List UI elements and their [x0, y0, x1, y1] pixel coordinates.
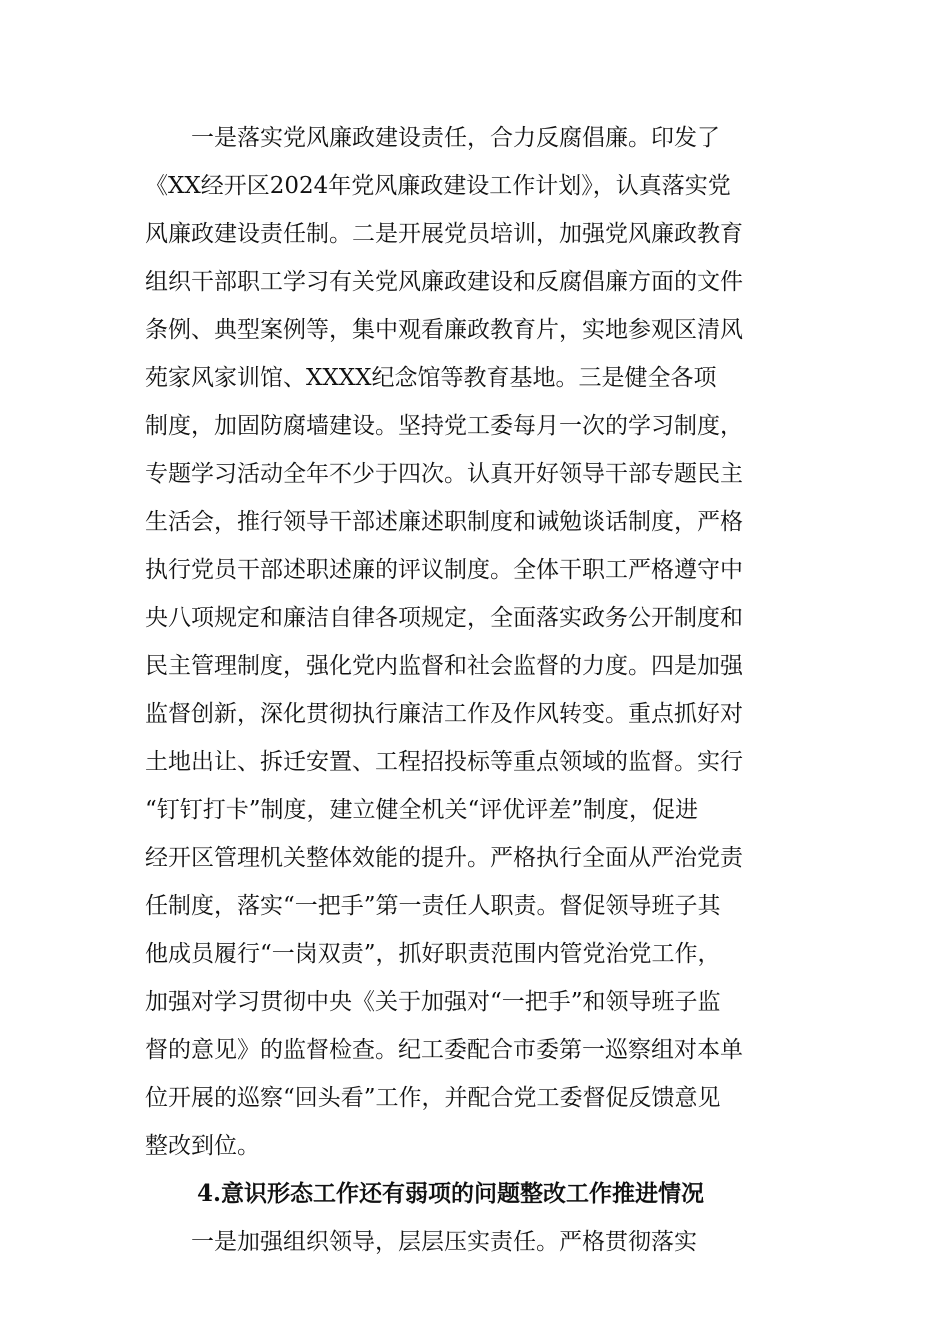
paragraph-line: 制度，加固防腐墙建设。坚持党工委每月一次的学习制度， — [145, 413, 743, 439]
section-heading: 4.意识形态工作还有弱项的问题整改工作推进情况 — [197, 1180, 705, 1207]
paragraph-line: 《XX经开区2024年党风廉政建设工作计划》，认真落实党 — [145, 173, 731, 199]
paragraph-line: 专题学习活动全年不少于四次。认真开好领导干部专题民主 — [145, 461, 743, 487]
paragraph-line: 任制度，落实“一把手”第一责任人职责。督促领导班子其 — [145, 893, 721, 919]
paragraph-line: 执行党员干部述职述廉的评议制度。全体干职工严格遵守中 — [145, 557, 743, 583]
paragraph-line: 经开区管理机关整体效能的提升。严格执行全面从严治党责 — [145, 845, 743, 871]
document-body — [145, 114, 807, 1266]
paragraph-line: 位开展的巡察“回头看”工作，并配合党工委督促反馈意见 — [145, 1085, 721, 1111]
paragraph-line: 苑家风家训馆、XXXX纪念馆等教育基地。三是健全各项 — [145, 365, 717, 391]
paragraph-line: 他成员履行“一岗双责”，抓好职责范围内管党治党工作， — [145, 941, 721, 967]
paragraph-line: 整改到位。 — [145, 1133, 260, 1159]
paragraph-line: 督的意见》的监督检查。纪工委配合市委第一巡察组对本单 — [145, 1037, 743, 1063]
paragraph-line: 条例、典型案例等，集中观看廉政教育片，实地参观区清风 — [145, 317, 743, 343]
paragraph-line: 一是加强组织领导，层层压实责任。严格贯彻落实 — [191, 1229, 697, 1255]
paragraph-line: “钉钉打卡”制度，建立健全机关“评优评差”制度，促进 — [145, 797, 699, 823]
paragraph-line: 组织干部职工学习有关党风廉政建设和反腐倡廉方面的文件 — [145, 269, 743, 295]
paragraph-line: 生活会，推行领导干部述廉述职制度和诫勉谈话制度，严格 — [145, 509, 743, 535]
paragraph-line: 土地出让、拆迁安置、工程招投标等重点领域的监督。实行 — [145, 749, 743, 775]
paragraph-line: 一是落实党风廉政建设责任，合力反腐倡廉。印发了 — [191, 125, 720, 151]
paragraph-line: 监督创新，深化贯彻执行廉洁工作及作风转变。重点抓好对 — [145, 701, 743, 727]
paragraph-line: 加强对学习贯彻中央《关于加强对“一把手”和领导班子监 — [145, 989, 721, 1015]
paragraph-line: 民主管理制度，强化党内监督和社会监督的力度。四是加强 — [145, 653, 743, 679]
paragraph-line: 风廉政建设责任制。二是开展党员培训，加强党风廉政教育 — [145, 221, 743, 247]
paragraph-line: 央八项规定和廉洁自律各项规定，全面落实政务公开制度和 — [145, 605, 743, 631]
